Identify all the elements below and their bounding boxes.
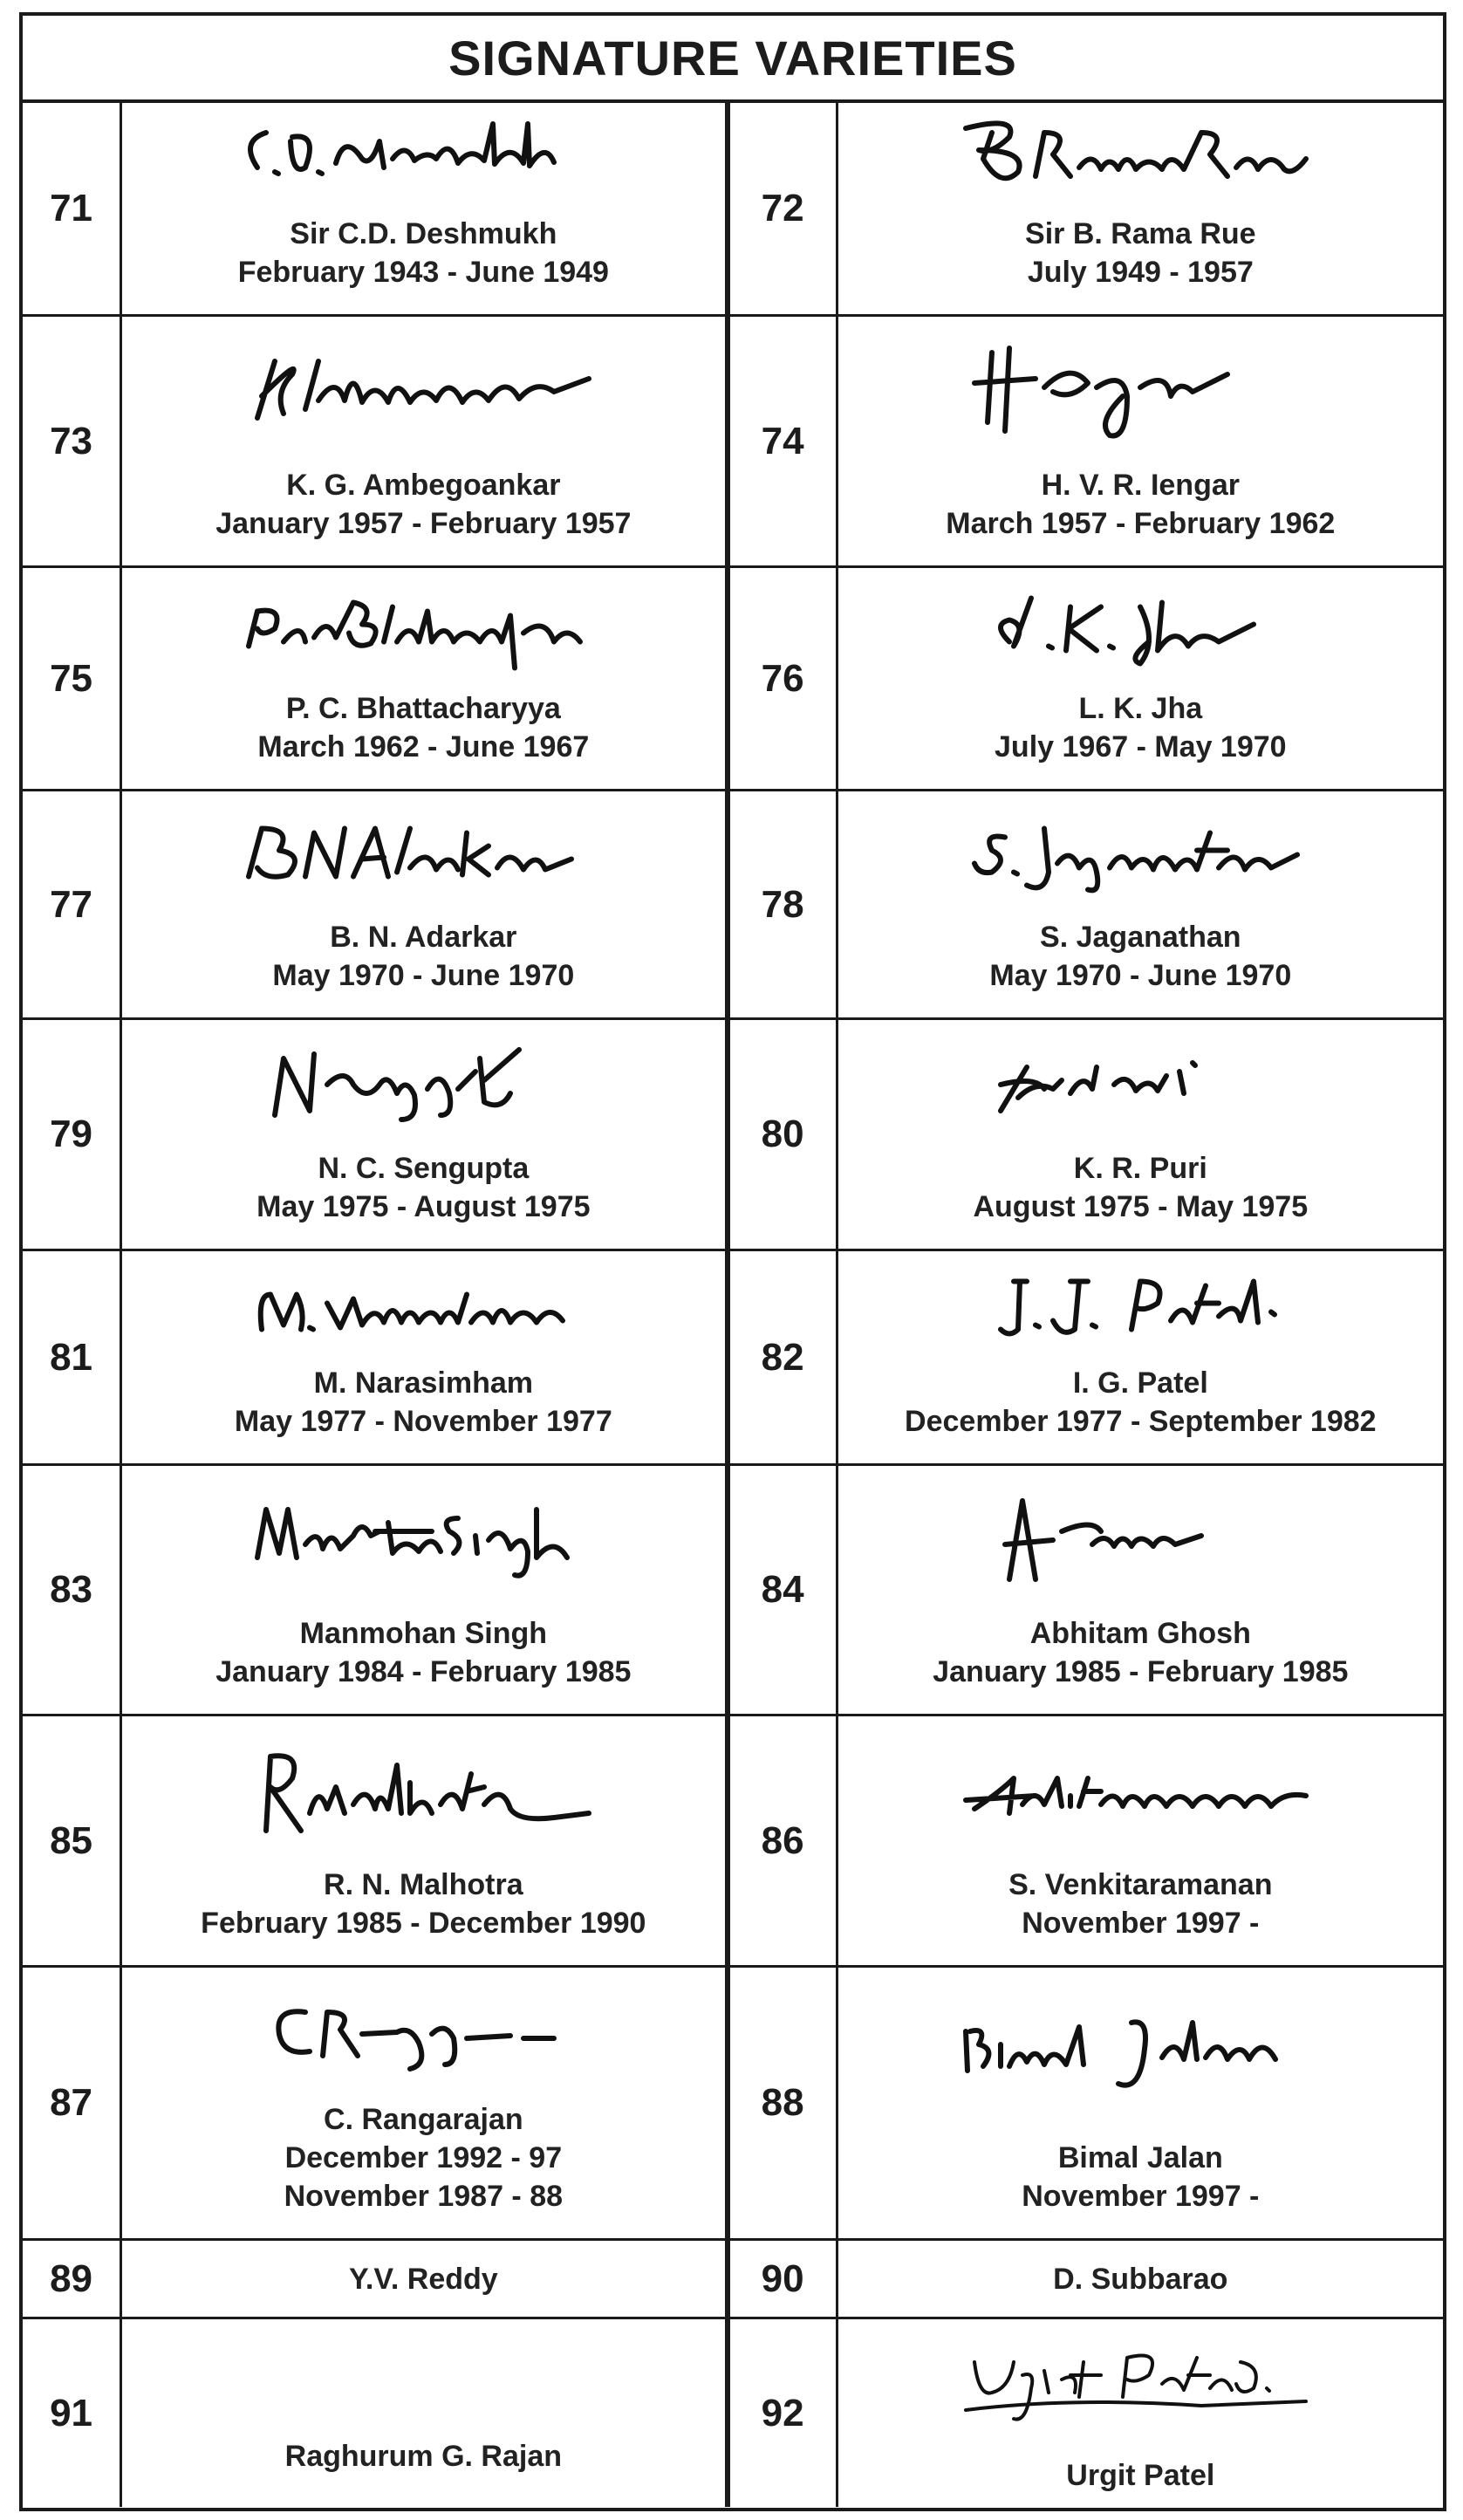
entry-cell [122,103,727,314]
entry-name: S. Venkitaramanan [1008,1868,1273,1901]
entry-number: 85 [23,1716,122,1965]
entry-cell [838,2319,1443,2507]
entry-period: May 1975 - August 1975 [256,1190,591,1223]
entry-name: K. R. Puri [1073,1152,1207,1185]
entry-cell [122,2241,727,2317]
entry-name: Raghurum G. Rajan [284,2440,563,2473]
entry-number: 78 [728,791,838,1017]
entry-number: 71 [23,103,122,314]
entry-period: December 1992 - 97 [284,2141,563,2174]
entry-period: May 1970 - June 1970 [989,959,1292,992]
entry-number: 88 [728,1968,838,2238]
entry-name: Bimal Jalan [1057,2141,1223,2174]
entry-period: February 1943 - June 1949 [237,256,609,289]
signature-image [122,103,724,215]
signature-image [122,1466,724,1614]
entry-name: H. V. R. Iengar [1041,469,1240,502]
entry-cell [838,791,1443,1017]
entry-cell [122,2319,727,2507]
entry-number: 77 [23,791,122,1017]
entry-number: 92 [728,2319,838,2507]
entry-number: 84 [728,1466,838,1714]
entry-name: K. G. Ambegoankar [286,469,561,502]
entry-period: January 1957 - February 1957 [215,507,632,540]
signature-image [838,1251,1443,1364]
entry-cell [122,1716,727,1965]
signature-image [122,791,724,918]
entry-name: M. Narasimham [313,1366,533,1400]
entry-name: C. Rangarajan [324,2103,523,2136]
table-row [23,2319,1443,2507]
entry-period: May 1970 - June 1970 [272,959,575,992]
entry-cell [122,791,727,1017]
title-bar [23,16,1443,103]
entry-period: January 1985 - February 1985 [933,1655,1349,1688]
entry-number: 87 [23,1968,122,2238]
entry-period-second: November 1987 - 88 [284,2180,564,2213]
entry-period: May 1977 - November 1977 [234,1405,612,1438]
table-row [23,1968,1443,2241]
entry-number: 80 [728,1020,838,1249]
entry-name: Sir C.D. Deshmukh [290,217,557,250]
entry-name: P. C. Bhattacharyya [285,692,561,725]
table-row [23,317,1443,568]
entry-cell [122,1466,727,1714]
entry-number: 89 [23,2241,122,2317]
entry-cell [838,317,1443,565]
signature-image [122,1020,724,1149]
signature-image [838,1968,1443,2139]
signature-image [838,1466,1443,1614]
entry-number: 91 [23,2319,122,2507]
entry-period: November 1997 - [1022,2180,1260,2213]
entry-cell [838,2241,1443,2317]
entry-cell [838,103,1443,314]
entry-name: I. G. Patel [1072,1366,1208,1400]
entry-number: 76 [728,568,838,789]
entry-period: July 1967 - May 1970 [995,730,1287,764]
entry-cell [838,1716,1443,1965]
entry-period: March 1962 - June 1967 [257,730,590,764]
entry-period: August 1975 - May 1975 [973,1190,1309,1223]
entry-name: Abhitam Ghosh [1029,1617,1251,1650]
entry-number: 82 [728,1251,838,1463]
signature-image [122,1968,724,2100]
entry-period: December 1977 - September 1982 [905,1405,1377,1438]
table-row [23,1466,1443,1716]
signature-image [122,1716,724,1866]
signature-image [122,1251,724,1364]
table-row [23,2241,1443,2319]
signature-image [122,568,724,689]
entry-name: Manmohan Singh [299,1617,547,1650]
entry-name: S. Jaganathan [1040,921,1241,954]
entry-period: January 1984 - February 1985 [215,1655,632,1688]
entry-number: 73 [23,317,122,565]
entry-cell [838,1251,1443,1463]
entry-cell [122,1020,727,1249]
signature-image [838,568,1443,689]
entry-period: July 1949 - 1957 [1027,256,1254,289]
entry-period: March 1957 - February 1962 [946,507,1336,540]
signature-image [122,317,724,466]
signature-image [838,2319,1443,2456]
table-row [23,1020,1443,1251]
table-row [23,568,1443,791]
entry-name: L. K. Jha [1078,692,1203,725]
entry-name: R. N. Malhotra [324,1868,523,1901]
entry-number: 75 [23,568,122,789]
entry-number: 81 [23,1251,122,1463]
entry-cell [122,317,727,565]
entry-number: 72 [728,103,838,314]
entry-cell [122,1968,727,2238]
signature-image [838,1716,1443,1866]
page-title: SIGNATURE VARIETIES [448,30,1017,86]
entry-name: Urgit Patel [1066,2459,1215,2492]
entry-number: 79 [23,1020,122,1249]
entry-cell [838,568,1443,789]
table-row [23,1716,1443,1968]
signature-table [19,12,1446,2511]
entry-cell [122,568,727,789]
signature-image [838,317,1443,466]
signature-image [838,1020,1443,1149]
entry-period: November 1997 - [1022,1907,1260,1940]
entry-number: 83 [23,1466,122,1714]
entry-name: Y.V. Reddy [348,2262,498,2296]
entry-name: D. Subbarao [1053,2262,1228,2296]
table-row [23,1251,1443,1466]
entry-name: B. N. Adarkar [330,921,517,954]
table-row [23,103,1443,317]
entry-cell [838,1020,1443,1249]
table-row [23,791,1443,1020]
entry-number: 74 [728,317,838,565]
signature-grid [23,103,1443,2507]
entry-cell [838,1466,1443,1714]
entry-period: February 1985 - December 1990 [201,1907,646,1940]
entry-cell [838,1968,1443,2238]
entry-name: N. C. Sengupta [318,1152,530,1185]
signature-image [838,791,1443,918]
signature-image [838,103,1443,215]
entry-number: 86 [728,1716,838,1965]
entry-name: Sir B. Rama Rue [1025,217,1256,250]
entry-cell [122,1251,727,1463]
entry-number: 90 [728,2241,838,2317]
